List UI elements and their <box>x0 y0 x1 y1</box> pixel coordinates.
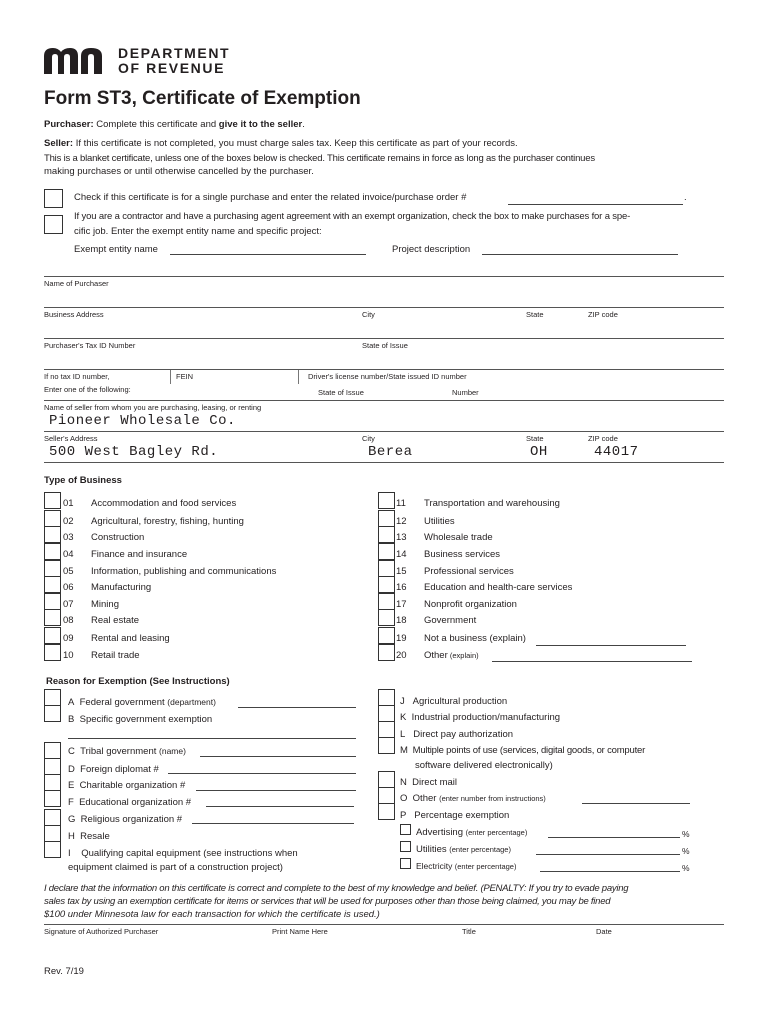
reason-m-line2: software delivered electronically) <box>415 760 553 771</box>
business-government-label: Government <box>424 615 477 626</box>
reason-e-code: E <box>68 780 75 791</box>
business-18-checkbox[interactable] <box>378 609 395 626</box>
reason-h-label: Resale <box>80 831 110 842</box>
reason-o-checkbox[interactable] <box>378 787 395 804</box>
utilities-note: (enter percentage) <box>449 845 511 854</box>
seller-name-label: Name of seller from whom you are purchasing, leasing, or renting <box>44 403 262 412</box>
seller-text: If this certificate is not completed, you must charge sales tax. Keep this certificate as part of your records. <box>75 138 518 149</box>
reason-g-code: G <box>68 814 76 825</box>
exempt-entity-field[interactable] <box>170 254 366 255</box>
drivers-license-label: Driver's license number/State issued ID number <box>308 372 467 381</box>
utilities-checkbox[interactable] <box>400 841 411 852</box>
reason-f-code: F <box>68 797 74 808</box>
reason-o-code: O <box>400 793 408 804</box>
business-type-heading: Type of Business <box>44 475 122 486</box>
business-state-label: State <box>526 310 544 319</box>
electricity-percent-field[interactable] <box>540 871 680 872</box>
business-01-checkbox[interactable] <box>44 492 61 509</box>
business-14-checkbox[interactable] <box>378 543 395 560</box>
other-business-explain-field[interactable] <box>492 661 692 662</box>
single-purchase-checkbox[interactable] <box>44 189 63 208</box>
advertising-percent-field[interactable] <box>548 837 680 838</box>
business-08-code: 08 <box>63 615 74 626</box>
business-09-checkbox[interactable] <box>44 627 61 644</box>
utilities <box>416 844 511 855</box>
reason-g-checkbox[interactable] <box>44 809 61 826</box>
purchaser-label: Purchaser: <box>44 119 94 130</box>
specific-exemption-field[interactable] <box>68 738 356 739</box>
business-19-code: 19 <box>396 633 407 644</box>
invoice-number-field[interactable] <box>508 204 683 205</box>
business-10-code: 10 <box>63 650 74 661</box>
advertising-checkbox[interactable] <box>400 824 411 835</box>
reason-i <box>68 848 298 859</box>
signature-label: Signature of Authorized Purchaser <box>44 927 159 936</box>
business-16-code: 16 <box>396 582 407 593</box>
business-real-estate-label: Real estate <box>91 615 140 626</box>
declaration-line2: sales tax by using an exemption certificate for items or services that will be used for purposes other than those being claimed, you may be fined <box>44 896 611 907</box>
reason-a-checkbox[interactable] <box>44 689 61 706</box>
reason-d-label: Foreign diplomat # <box>80 764 159 775</box>
dl-number-label: Number <box>452 388 479 397</box>
business-mining-label: Mining <box>91 599 119 610</box>
reason-f <box>68 797 191 808</box>
reason-a <box>68 697 216 708</box>
reason-n-label: Direct mail <box>412 777 458 788</box>
reason-h-code: H <box>68 831 75 842</box>
business-13-code: 13 <box>396 532 407 543</box>
business-utilities-label: Utilities <box>424 516 455 527</box>
reason-a-label: Federal government <box>79 697 165 708</box>
business-wholesale-trade-label: Wholesale trade <box>424 532 493 543</box>
reason-a-code: A <box>68 697 75 708</box>
signature-line[interactable] <box>44 924 724 925</box>
reason-b <box>68 714 212 725</box>
reason-k-checkbox[interactable] <box>378 705 395 722</box>
dept-line1: DEPARTMENT <box>118 45 231 61</box>
blanket-line1: This is a blanket certificate, unless one of the boxes below is checked. This certificate remains in force as long as the purchaser continues <box>44 153 595 164</box>
reason-c-note: (name) <box>159 746 186 756</box>
business-03-code: 03 <box>63 532 74 543</box>
reason-l-checkbox[interactable] <box>378 721 395 738</box>
business-02-code: 02 <box>63 516 74 527</box>
business-address-field[interactable] <box>44 320 724 338</box>
business-09-code: 09 <box>63 633 74 644</box>
seller-city-value[interactable]: Berea <box>368 444 413 460</box>
business-city-label: City <box>362 310 375 319</box>
contractor-line2: cific job. Enter the exempt entity name and specific project: <box>74 226 322 237</box>
reason-p <box>400 810 509 821</box>
reason-m-label: Multiple points of use (services, digital goods, or computer <box>412 745 646 756</box>
seller-zip-label: ZIP code <box>588 434 618 443</box>
purchaser-text: Complete this certificate and <box>96 119 219 130</box>
reason-c-checkbox[interactable] <box>44 742 61 759</box>
tax-id-field[interactable] <box>44 351 724 369</box>
business-04-code: 04 <box>63 549 74 560</box>
other-reason-field[interactable] <box>582 803 690 804</box>
business-06-checkbox[interactable] <box>44 576 61 593</box>
seller-address-label: Seller's Address <box>44 434 98 443</box>
single-purchase-label: Check if this certificate is for a single purchase and enter the related invoice/purchase order # <box>74 192 467 203</box>
seller-label: Seller: <box>44 138 74 149</box>
utilities-percent-sign: % <box>682 846 690 856</box>
business-05-checkbox[interactable] <box>44 560 61 577</box>
business-nonprofit-organization-label: Nonprofit organization <box>424 599 517 610</box>
dl-state-label: State of Issue <box>318 388 364 397</box>
electricity-checkbox[interactable] <box>400 858 411 869</box>
reason-a-note: (department) <box>167 697 216 707</box>
project-description-label: Project description <box>392 244 471 255</box>
reason-f-label: Educational organization # <box>79 797 192 808</box>
reason-c-label: Tribal government <box>80 746 157 757</box>
utilities-percent-field[interactable] <box>536 854 680 855</box>
business-agricultural-forestry-fishing-hunting-label: Agricultural, forestry, fishing, hunting <box>91 516 244 527</box>
business-address-label: Business Address <box>44 310 104 319</box>
reason-p-code: P <box>400 810 407 821</box>
seller-name-value[interactable]: Pioneer Wholesale Co. <box>49 413 236 429</box>
business-transportation-and-warehousing-label: Transportation and warehousing <box>424 498 560 509</box>
single-purchase-end: . <box>684 192 687 203</box>
business-20-note: (explain) <box>447 651 479 660</box>
reason-h <box>68 831 110 842</box>
business-03-checkbox[interactable] <box>44 526 61 543</box>
reason-b-label: Specific government exemption <box>79 714 213 725</box>
seller-instructions <box>44 138 518 149</box>
contractor-line1: If you are a contractor and have a purchasing agent agreement with an exempt organization, check the box to make purchases for a spe- <box>74 211 631 222</box>
business-professional-services-label: Professional services <box>424 566 514 577</box>
reason-m <box>400 745 645 756</box>
revision-label: Rev. 7/19 <box>44 966 84 977</box>
reason-e-label: Charitable organization # <box>79 780 186 791</box>
business-15-checkbox[interactable] <box>378 560 395 577</box>
reason-h-checkbox[interactable] <box>44 825 61 842</box>
reason-i-checkbox[interactable] <box>44 841 61 858</box>
reason-i-code: I <box>68 848 71 859</box>
business-retail-trade-label: Retail trade <box>91 650 140 661</box>
not-a-business-explain-field[interactable] <box>536 645 686 646</box>
reason-n <box>400 777 457 788</box>
reason-n-checkbox[interactable] <box>378 771 395 788</box>
business-17-code: 17 <box>396 599 407 610</box>
fein-label: FEIN <box>176 372 194 381</box>
business-15-code: 15 <box>396 566 407 577</box>
reason-heading: Reason for Exemption (See Instructions) <box>46 676 230 687</box>
reason-d-code: D <box>68 764 75 775</box>
reason-d <box>68 764 159 775</box>
reason-o-label: Other <box>412 793 437 804</box>
business-zip-label: ZIP code <box>588 310 618 319</box>
purchaser-emphasis: give it to the seller <box>218 119 303 130</box>
business-12-code: 12 <box>396 516 407 527</box>
business-16-checkbox[interactable] <box>378 576 395 593</box>
seller-zip-value[interactable]: 44017 <box>594 444 639 460</box>
federal-department-field[interactable] <box>238 707 356 708</box>
business-12-checkbox[interactable] <box>378 510 395 527</box>
reason-e-checkbox[interactable] <box>44 774 61 791</box>
no-tax-id-label2: Enter one of the following: <box>44 385 131 394</box>
business-10-checkbox[interactable] <box>44 644 61 661</box>
reason-l-label: Direct pay authorization <box>413 729 514 740</box>
business-08-checkbox[interactable] <box>44 609 61 626</box>
reason-g <box>68 814 182 825</box>
blanket-line2: making purchases or until otherwise cancelled by the purchaser. <box>44 166 314 177</box>
date-label: Date <box>596 927 612 936</box>
purchaser-period: . <box>302 119 305 130</box>
form-title: Form ST3, Certificate of Exemption <box>44 88 361 109</box>
reason-n-code: N <box>400 777 407 788</box>
declaration-line3: $100 under Minnesota law for each transaction for which the certificate is used.) <box>44 909 380 920</box>
business-13-checkbox[interactable] <box>378 526 395 543</box>
educational-number-field[interactable] <box>206 806 354 807</box>
reason-e <box>68 780 185 791</box>
business-not-a-business-explain-label: Not a business (explain) <box>424 633 526 644</box>
seller-state-label: State <box>526 434 544 443</box>
print-name-label: Print Name Here <box>272 927 328 936</box>
electricity-label: Electricity <box>416 861 453 871</box>
business-manufacturing-label: Manufacturing <box>91 582 152 593</box>
tax-id-label: Purchaser's Tax ID Number <box>44 341 136 350</box>
business-finance-and-insurance-label: Finance and insurance <box>91 549 188 560</box>
title-label: Title <box>462 927 476 936</box>
business-20-code: 20 <box>396 650 407 661</box>
reason-g-label: Religious organization # <box>80 814 183 825</box>
business-rental-and-leasing-label: Rental and leasing <box>91 633 170 644</box>
utilities-label: Utilities <box>416 844 447 855</box>
reason-d-checkbox[interactable] <box>44 758 61 775</box>
electricity-percent-sign: % <box>682 863 690 873</box>
reason-j-label: Agricultural production <box>412 696 508 707</box>
reason-f-checkbox[interactable] <box>44 790 61 807</box>
purchaser-instructions <box>44 119 305 130</box>
exempt-entity-label: Exempt entity name <box>74 244 158 255</box>
advertising-percent-sign: % <box>682 829 690 839</box>
business-accommodation-and-food-services-label: Accommodation and food services <box>91 498 237 509</box>
seller-address-value[interactable]: 500 West Bagley Rd. <box>49 444 219 460</box>
reason-o <box>400 793 546 804</box>
religious-number-field[interactable] <box>192 823 354 824</box>
name-of-purchaser-field[interactable] <box>44 289 724 307</box>
business-information-publishing-and-communications-label: Information, publishing and communications <box>91 566 277 577</box>
reason-p-label: Percentage exemption <box>414 810 510 821</box>
business-19-checkbox[interactable] <box>378 627 395 644</box>
reason-j <box>400 696 507 707</box>
reason-m-code: M <box>400 745 408 756</box>
reason-i-line2: equipment claimed is part of a construction project) <box>68 862 283 873</box>
business-construction-label: Construction <box>91 532 145 543</box>
reason-p-checkbox[interactable] <box>378 803 395 820</box>
electricity-note: (enter percentage) <box>454 862 517 871</box>
seller-city-label: City <box>362 434 375 443</box>
mn-logo-icon <box>44 48 112 74</box>
project-description-field[interactable] <box>482 254 678 255</box>
reason-l-code: L <box>400 729 406 740</box>
seller-state-value[interactable]: OH <box>530 444 548 460</box>
reason-k-code: K <box>400 712 407 723</box>
advertising-label: Advertising <box>416 827 463 838</box>
declaration-line1: I declare that the information on this certificate is correct and complete to the best of my knowledge and belief. (PENALTY: If you try to evade paying <box>44 883 629 894</box>
business-education-and-health-care-services-label: Education and health-care services <box>424 582 573 593</box>
reason-j-code: J <box>400 696 405 707</box>
business-07-checkbox[interactable] <box>44 593 61 610</box>
business-17-checkbox[interactable] <box>378 593 395 610</box>
business-02-checkbox[interactable] <box>44 510 61 527</box>
reason-o-note: (enter number from instructions) <box>439 794 546 803</box>
charitable-number-field[interactable] <box>196 790 356 791</box>
business-business-services-label: Business services <box>424 549 501 560</box>
business-05-code: 05 <box>63 566 74 577</box>
reason-j-checkbox[interactable] <box>378 689 395 706</box>
reason-k <box>400 712 560 723</box>
reason-m-checkbox[interactable] <box>378 737 395 754</box>
no-tax-id-label1: If no tax ID number, <box>44 372 110 381</box>
business-11-code: 11 <box>396 498 406 509</box>
dept-line2: OF REVENUE <box>118 60 226 76</box>
name-of-purchaser-label: Name of Purchaser <box>44 279 109 288</box>
tribal-name-field[interactable] <box>200 756 356 757</box>
business-04-checkbox[interactable] <box>44 543 61 560</box>
business-07-code: 07 <box>63 599 74 610</box>
advertising-note: (enter percentage) <box>465 828 528 837</box>
reason-b-checkbox[interactable] <box>44 705 61 722</box>
reason-b-code: B <box>68 714 75 725</box>
diplomat-number-field[interactable] <box>168 773 356 774</box>
tax-id-state-label: State of Issue <box>362 341 408 350</box>
reason-l <box>400 729 513 740</box>
reason-i-label: Qualifying capital equipment (see instructions when <box>81 848 298 859</box>
electricity <box>416 861 516 871</box>
business-14-code: 14 <box>396 549 407 560</box>
business-11-checkbox[interactable] <box>378 492 395 509</box>
reason-c <box>68 746 186 757</box>
business-20-checkbox[interactable] <box>378 644 395 661</box>
business-other-label: Other (explain) <box>424 650 479 661</box>
business-01-code: 01 <box>63 498 74 509</box>
business-18-code: 18 <box>396 615 407 626</box>
contractor-checkbox[interactable] <box>44 215 63 234</box>
reason-k-label: Industrial production/manufacturing <box>411 712 561 723</box>
reason-c-code: C <box>68 746 75 757</box>
advertising <box>416 827 527 838</box>
business-06-code: 06 <box>63 582 74 593</box>
